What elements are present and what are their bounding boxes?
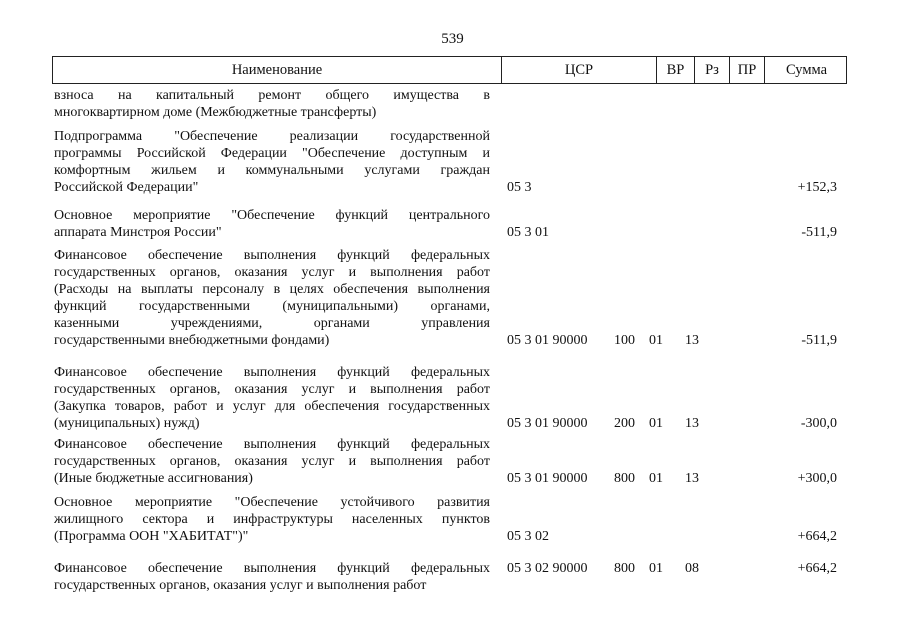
row-sum: +300,0: [797, 471, 837, 486]
row-csr: 05 3 01 90000: [507, 471, 588, 486]
header-pr: ПР: [730, 57, 765, 83]
row-vr: 800: [614, 471, 635, 486]
row-name-line: программы Российской Федерации "Обеспечение доступным и: [54, 146, 490, 161]
header-vr: ВР: [657, 57, 695, 83]
row-name: [54, 436, 490, 487]
row-sum: -511,9: [801, 333, 837, 348]
row-name-line: Финансовое обеспечение выполнения функций федеральных: [54, 437, 490, 452]
row-name-line: (Закупка товаров, работ и услуг для обеспечения государственных: [54, 399, 490, 414]
row-name-line: государственными внебюджетными фондами): [54, 333, 330, 348]
row-csr: 05 3 01 90000: [507, 333, 588, 348]
row-name: [54, 494, 490, 545]
row-sum: +152,3: [797, 180, 837, 195]
row-name-line: государственных органов, оказания услуг и выполнения работ: [54, 454, 490, 469]
row-rz: 01: [649, 561, 663, 576]
row-name-line: жилищного сектора и инфраструктуры населенных пунктов: [54, 512, 490, 527]
row-name-line: казенными учреждениями, органами управления: [54, 316, 490, 331]
row-csr: 05 3 01 90000: [507, 416, 588, 431]
row-vr: 800: [614, 561, 635, 576]
row-name-line: государственных органов, оказания услуг и выполнения работ: [54, 265, 490, 280]
row-pr: 13: [685, 471, 699, 486]
page-number: 539: [441, 31, 464, 47]
row-name-line: (Расходы на выплаты персоналу в целях обеспечения выполнения: [54, 282, 490, 297]
row-name-line: взноса на капитальный ремонт общего имущества в: [54, 88, 490, 103]
row-name: [54, 364, 490, 432]
row-rz: 01: [649, 416, 663, 431]
row-name: [54, 87, 490, 121]
row-name-line: Подпрограмма "Обеспечение реализации государственной: [54, 129, 490, 144]
row-name: [54, 247, 490, 349]
row-name-line: Финансовое обеспечение выполнения функций федеральных: [54, 561, 490, 576]
row-sum: -511,9: [801, 225, 837, 240]
row-name-line: (Программа ООН "ХАБИТАТ")": [54, 529, 249, 544]
row-name-line: многоквартирном доме (Межбюджетные трансферты): [54, 105, 377, 120]
row-name-line: Финансовое обеспечение выполнения функций федеральных: [54, 248, 490, 263]
row-sum: +664,2: [797, 561, 837, 576]
row-name-line: Российской Федерации": [54, 180, 199, 195]
row-name-line: Основное мероприятие "Обеспечение устойчивого развития: [54, 495, 490, 510]
row-name: [54, 207, 490, 241]
row-csr: 05 3: [507, 180, 532, 195]
row-name-line: функций государственными (муниципальными) органами,: [54, 299, 490, 314]
header-csr: ЦСР: [502, 57, 657, 83]
row-name-line: аппарата Минстроя России": [54, 225, 222, 240]
row-name-line: (Иные бюджетные ассигнования): [54, 471, 253, 486]
row-csr: 05 3 02: [507, 529, 549, 544]
row-name: [54, 560, 490, 594]
row-rz: 01: [649, 471, 663, 486]
row-name-line: государственных органов, оказания услуг и выполнения работ: [54, 382, 490, 397]
row-sum: +664,2: [797, 529, 837, 544]
row-vr: 200: [614, 416, 635, 431]
row-name-line: государственных органов, оказания услуг и выполнения работ: [54, 578, 427, 593]
row-csr: 05 3 01: [507, 225, 549, 240]
header-sum: Сумма: [785, 62, 828, 78]
row-name-line: (муниципальных) нужд): [54, 416, 200, 431]
row-csr: 05 3 02 90000: [507, 561, 588, 576]
row-vr: 100: [614, 333, 635, 348]
row-rz: 01: [649, 333, 663, 348]
row-pr: 13: [685, 416, 699, 431]
header-name: Наименование: [53, 57, 502, 83]
row-pr: 08: [685, 561, 699, 576]
row-name-line: Финансовое обеспечение выполнения функций федеральных: [54, 365, 490, 380]
row-name-line: комфортным жильем и коммунальными услугами граждан: [54, 163, 490, 178]
row-name-line: Основное мероприятие "Обеспечение функций центрального: [54, 208, 490, 223]
row-name: [54, 128, 490, 196]
table-header: [52, 56, 847, 84]
header-rz: Рз: [695, 57, 730, 83]
row-pr: 13: [685, 333, 699, 348]
row-sum: -300,0: [800, 416, 837, 431]
